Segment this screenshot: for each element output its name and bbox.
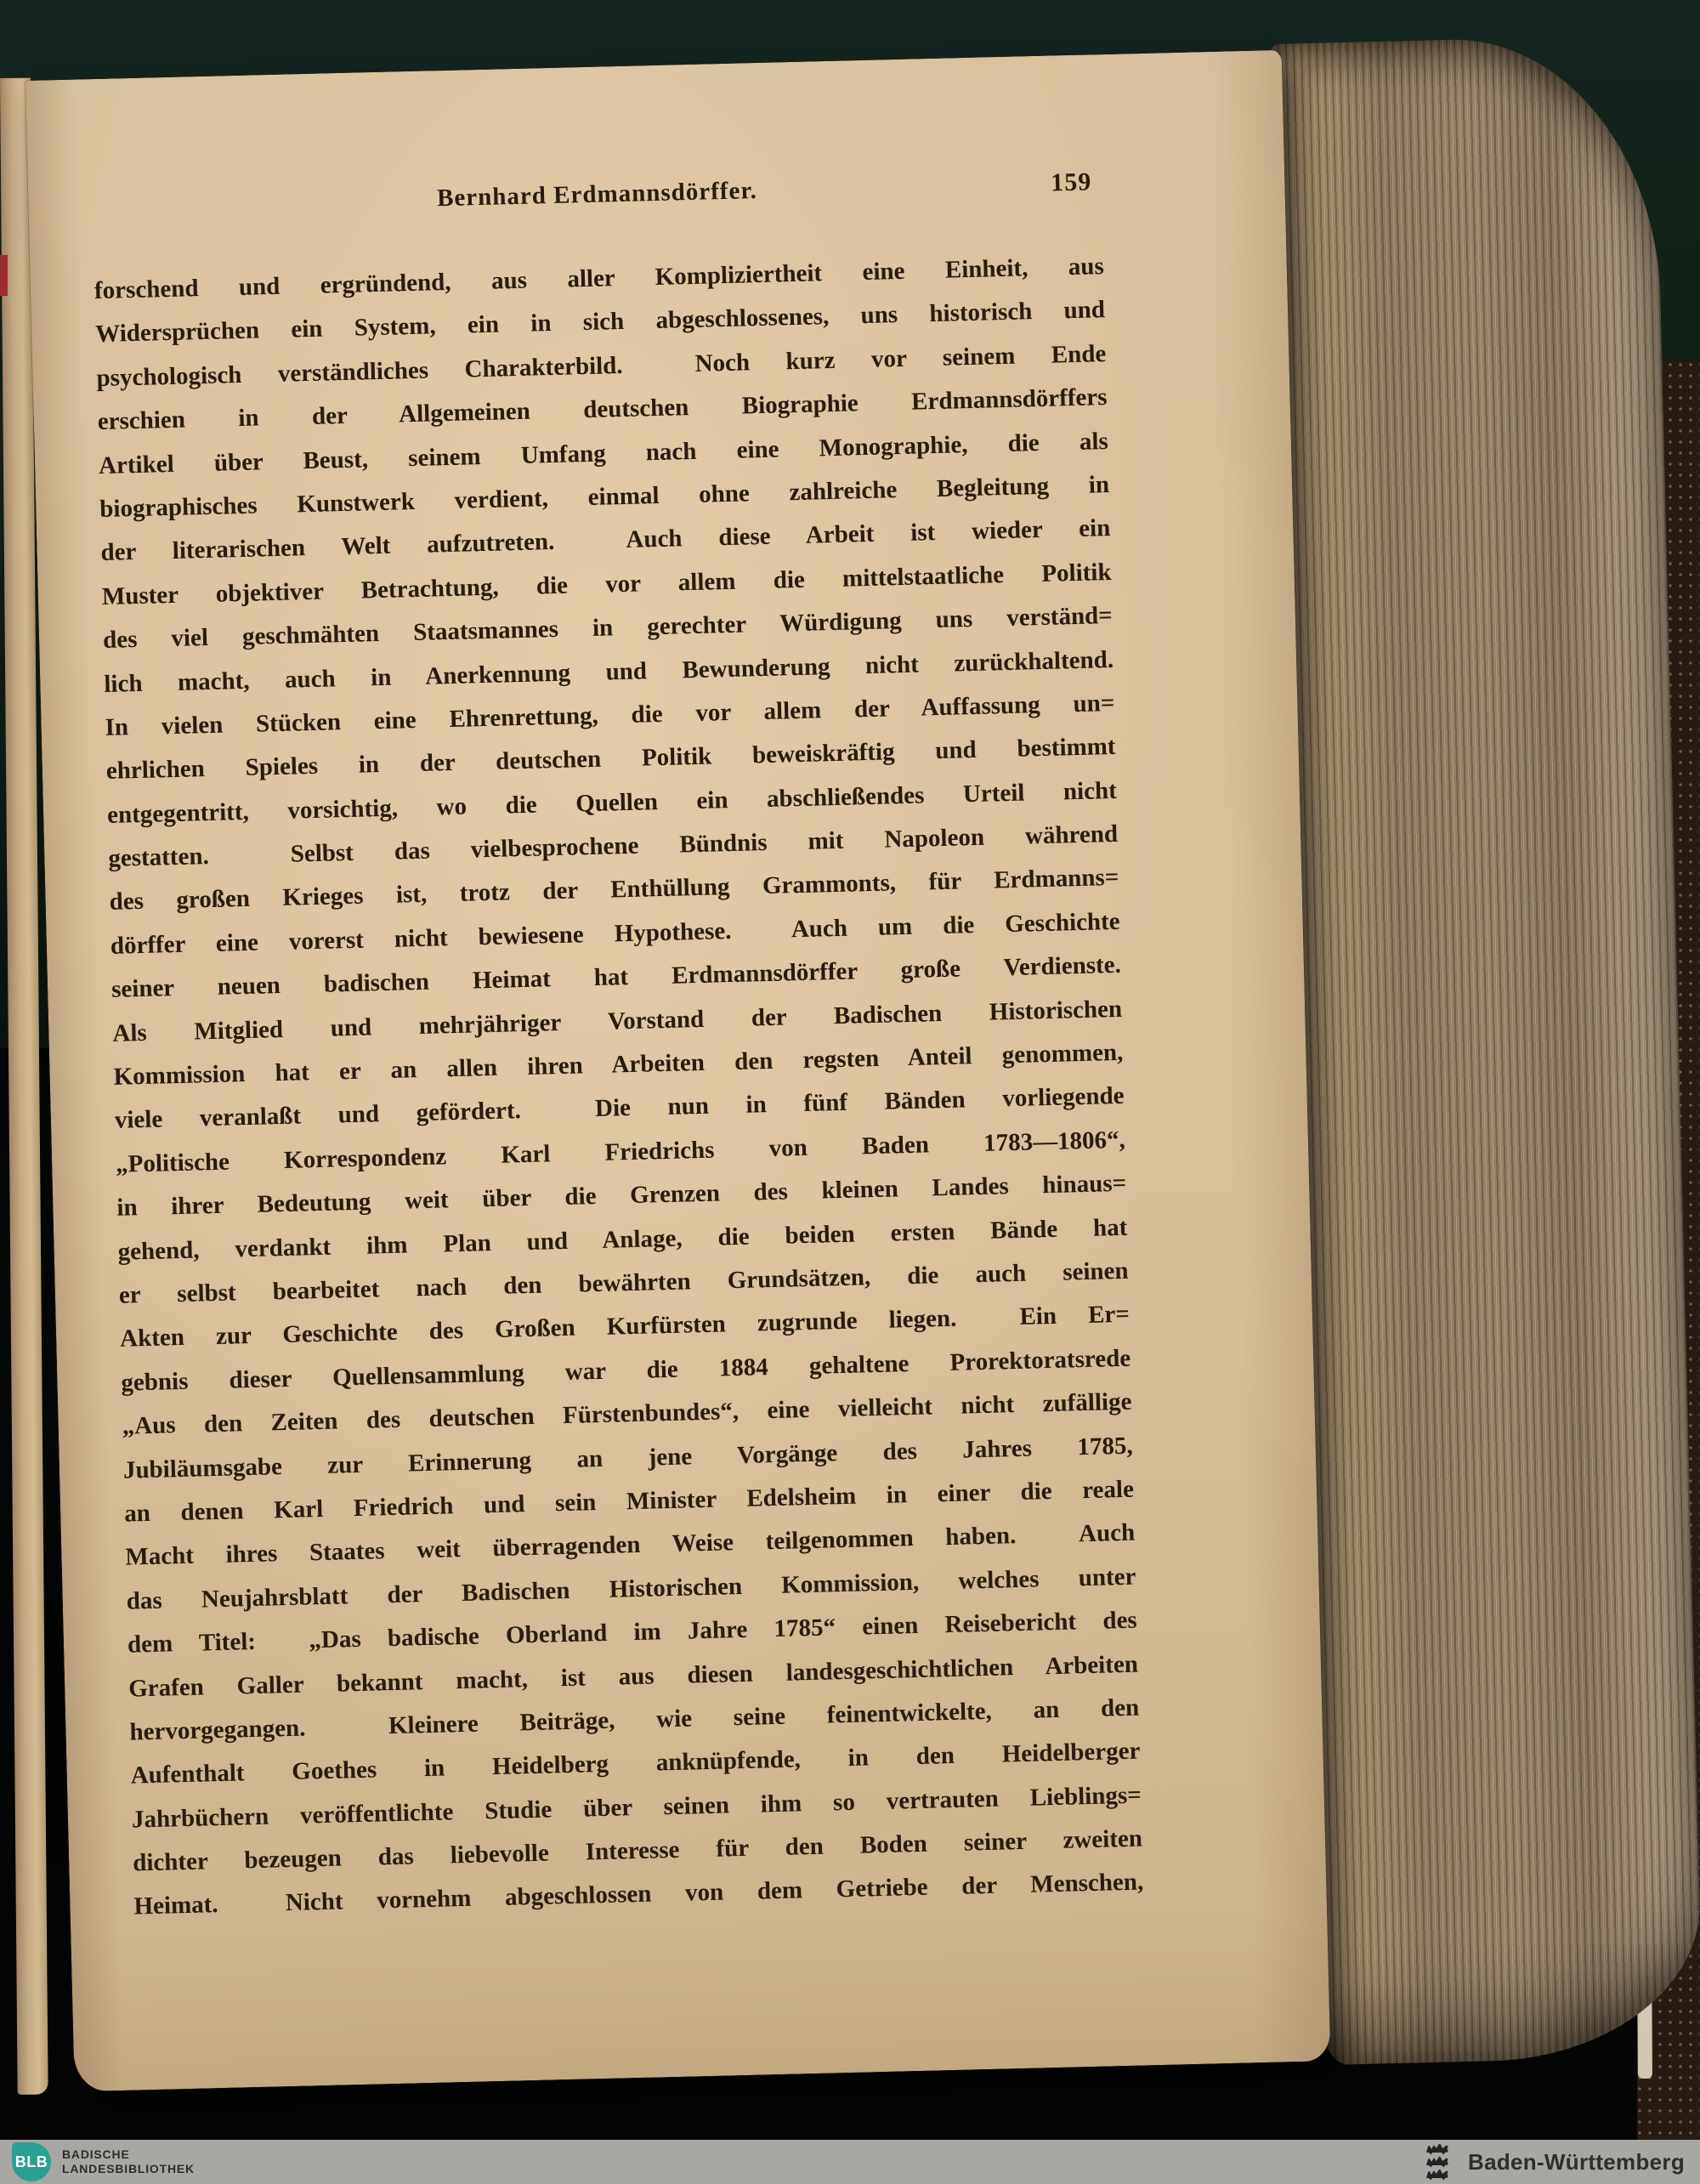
text-line: lich macht, auch in Anerkennung und Bewunderung nicht zurückhaltend. [103, 645, 1114, 698]
text-line: Muster objektiver Betrachtung, die vor allem die mittelstaatliche Politik [101, 558, 1112, 610]
blb-logo-icon: BLB [12, 2142, 51, 2181]
blb-wordmark-line2: LANDESBIBLIOTHEK [62, 2162, 195, 2175]
text-line: hervorgegangen. Kleinere Beiträge, wie seine feinentwickelte, an den [129, 1693, 1140, 1746]
text-line: dem Titel: „Das badische Oberland im Jahre 1785“ einen Reisebericht des [127, 1606, 1138, 1659]
text-line: erschien in der Allgemeinen deutschen Biographie Erdmannsdörffers [97, 383, 1108, 436]
page-header [92, 163, 1102, 225]
text-line: biographisches Kunstwerk verdient, einmal ohne zahlreiche Begleitung in [99, 470, 1110, 523]
text-line: Macht ihres Staates weit überragenden Weise teilgenommen haben. Auch [125, 1518, 1136, 1571]
blb-branding [12, 2142, 195, 2181]
text-line: des großen Krieges ist, trotz der Enthüllung Grammonts, für Erdmanns= [109, 864, 1119, 916]
text-line: an denen Karl Friedrich und sein Minister Edelsheim in einer die reale [123, 1475, 1135, 1528]
text-line: Widersprüchen ein System, ein in sich abgeschlossenes, uns historisch und [94, 296, 1106, 349]
text-line: „Aus den Zeiten des deutschen Fürstenbundes“, eine vielleicht nicht zufällige [122, 1387, 1132, 1440]
text-line: dichter bezeugen das liebevolle Interesse für den Boden seiner zweiten [132, 1824, 1143, 1877]
page-title: Bernhard Erdmannsdörffer. [436, 177, 758, 213]
book-page [26, 50, 1330, 2091]
text-line: das Neujahrsblatt der Badischen Historischen Kommission, welches unter [126, 1563, 1136, 1615]
text-line: er selbst bearbeitet nach den bewährten Grundsätzen, die auch seinen [118, 1257, 1129, 1309]
text-line: Als Mitglied und mehrjähriger Vorstand der Badischen Historischen [112, 995, 1123, 1047]
page-fore-edge [1270, 35, 1700, 2065]
text-line: Jubiläumsgabe zur Erinnerung an jene Vorgänge des Jahres 1785, [122, 1432, 1133, 1484]
text-line: „Politische Korrespondenz Karl Friedrichs von Baden 1783—1806“, [115, 1126, 1126, 1178]
text-line: Artikel über Beust, seinem Umfang nach eine Monographie, die als [98, 427, 1109, 479]
blb-wordmark [62, 2147, 195, 2176]
text-line: Jahrbüchern veröffentlichte Studie über seinen ihm so vertrauten Lieblings= [131, 1781, 1142, 1834]
text-line: Aufenthalt Goethes in Heidelberg anknüpfende, in den Heidelberger [130, 1737, 1141, 1790]
red-spine-mark [0, 255, 8, 296]
text-line: gestatten. Selbst das vielbesprochene Bündnis mit Napoleon während [107, 820, 1119, 872]
text-line: forschend und ergründend, aus aller Kompliziertheit eine Einheit, aus [94, 252, 1105, 305]
text-line: psychologisch verständliches Charakterbild. Noch kurz vor seinem Ende [96, 339, 1107, 392]
text-line: gehend, verdankt ihm Plan und Anlage, die beiden ersten Bände hat [117, 1213, 1128, 1266]
text-line: viele veranlaßt und gefördert. Die nun in fünf Bänden vorliegende [114, 1082, 1125, 1135]
text-line: Kommission hat er an allen ihren Arbeiten den regsten Anteil genommen, [113, 1038, 1124, 1091]
blb-wordmark-line1: BADISCHE [62, 2147, 130, 2162]
bw-lions-icon [1419, 2142, 1456, 2181]
bw-branding [1419, 2142, 1688, 2181]
text-line: in ihrer Bedeutung weit über die Grenzen des kleinen Landes hinaus= [116, 1169, 1127, 1222]
text-line: Akten zur Geschichte des Großen Kurfürsten zugrunde liegen. Ein Er= [119, 1301, 1130, 1353]
text-line: In vielen Stücken eine Ehrenrettung, die vor allem der Auffassung un= [105, 689, 1115, 741]
page-number: 159 [1050, 167, 1092, 197]
text-line: ehrlichen Spieles in der deutschen Politik beweiskräftig und bestimmt [105, 733, 1116, 786]
text-line: der literarischen Welt aufzutreten. Auch diese Arbeit ist wieder ein [100, 514, 1111, 567]
text-line: seiner neuen badischen Heimat hat Erdmannsdörffer große Verdienste. [110, 951, 1122, 1004]
text-line: gebnis dieser Quellensammlung war die 1884 gehaltene Prorektoratsrede [121, 1344, 1131, 1397]
body-text [94, 245, 1143, 1929]
text-line: Grafen Galler bekannt macht, ist aus diesen landesgeschichtlichen Arbeiten [128, 1650, 1139, 1703]
text-line: des viel geschmähten Staatsmannes in gerechter Würdigung uns verständ= [102, 602, 1114, 655]
bw-wordmark: Baden-Württemberg [1468, 2148, 1685, 2175]
library-footer-bar [0, 2140, 1700, 2184]
text-line: dörffer eine vorerst nicht bewiesene Hypothese. Auch um die Geschichte [110, 907, 1120, 960]
text-line: entgegentritt, vorsichtig, wo die Quellen ein abschließendes Urteil nicht [106, 776, 1118, 829]
text-line: Heimat. Nicht vornehm abgeschlossen von dem Getriebe der Menschen, [133, 1868, 1144, 1920]
